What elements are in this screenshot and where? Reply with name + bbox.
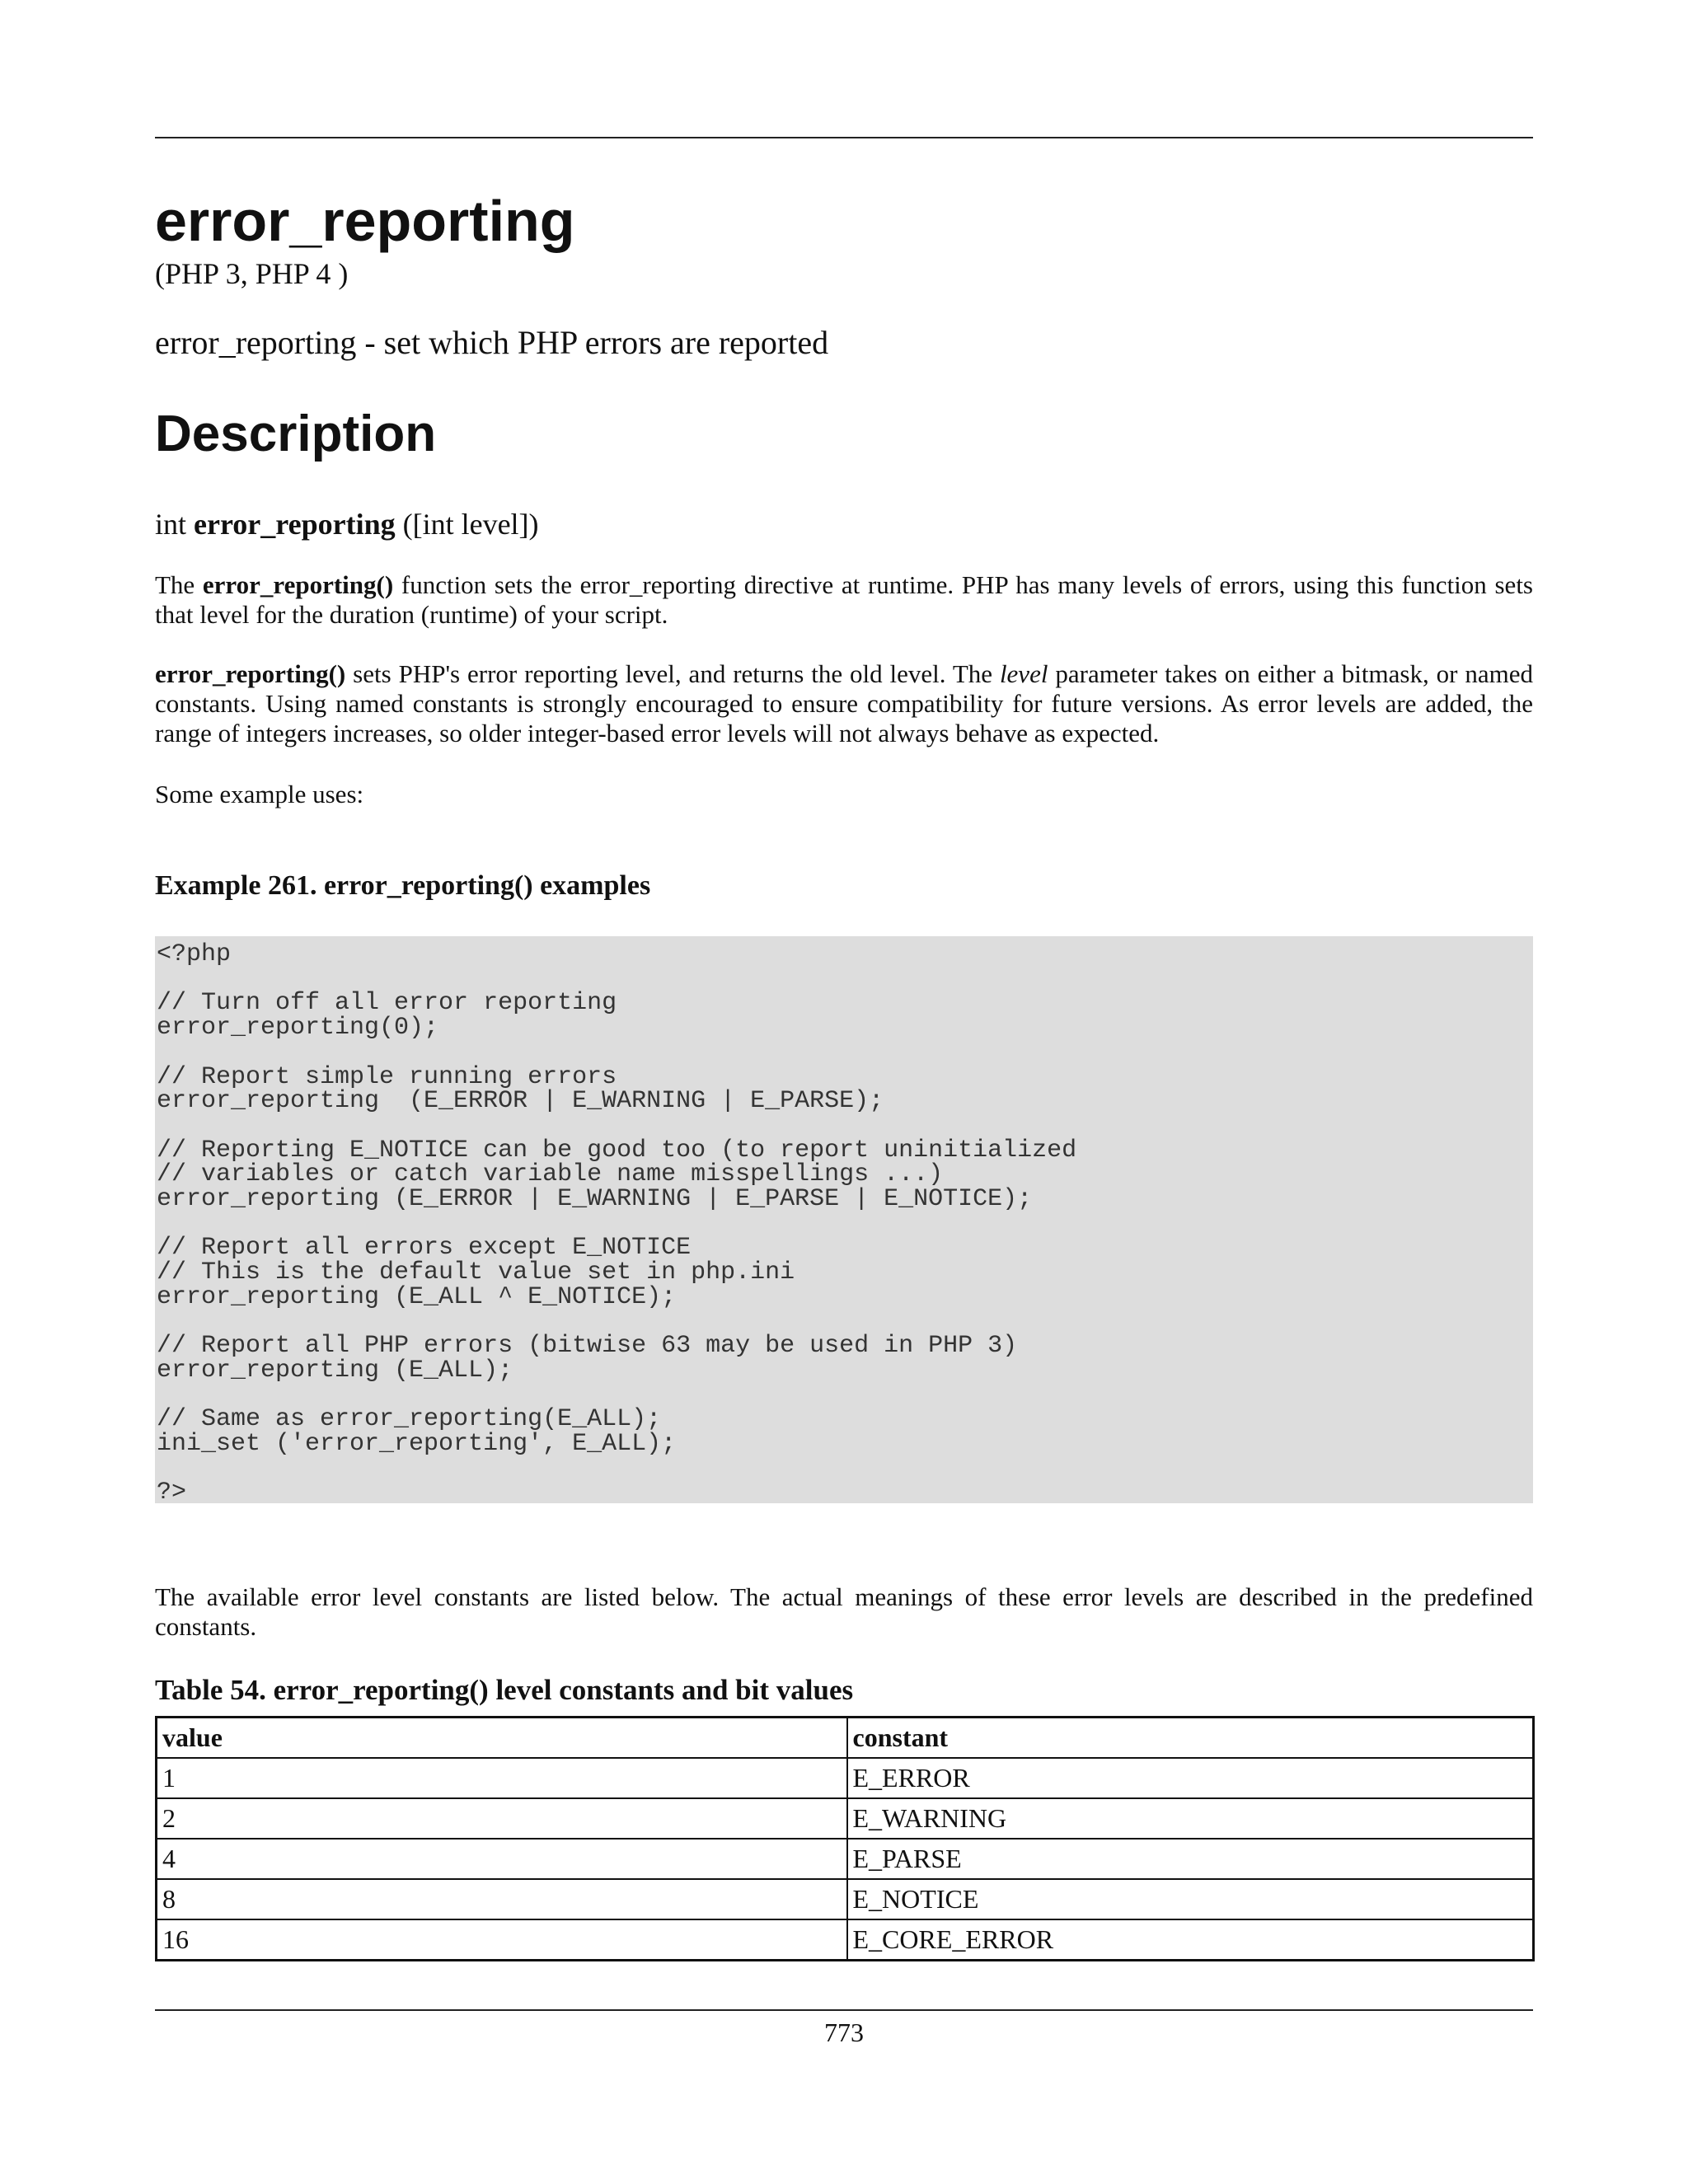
footer-rule	[155, 2009, 1533, 2011]
constants-intro-paragraph: The available error level constants are listed below. The actual meanings of these error levels are described in the predefined constants.	[155, 1582, 1533, 1641]
cell-constant: E_WARNING	[847, 1798, 1534, 1839]
column-header-constant: constant	[847, 1718, 1534, 1759]
synopsis-return-type: int	[155, 508, 195, 541]
paragraph-text: function sets the error_reporting directive at runtime. PHP has many levels of errors, using this function sets that level for the duration (runtime) of your script.	[155, 570, 1533, 629]
code-example	[155, 936, 1533, 1507]
function-reference: error_reporting()	[202, 570, 394, 599]
synopsis-params: ([int level])	[395, 508, 539, 541]
cell-value: 8	[157, 1879, 847, 1919]
description-paragraph	[155, 570, 1533, 630]
parameter-reference: level	[999, 659, 1048, 688]
cell-constant: E_PARSE	[847, 1839, 1534, 1879]
cell-value: 1	[157, 1758, 847, 1798]
paragraph-text: parameter takes on either a bitmask, or named constants. Using named constants is strongly encouraged to ensure compatibility for future versions. As error levels are added, the range of integers increases, so older integer-based error levels will not always behave as expected.	[155, 659, 1533, 748]
table-row	[157, 1798, 1534, 1839]
function-title: error_reporting	[155, 189, 575, 253]
synopsis-function-name: error_reporting	[194, 508, 396, 541]
cell-value: 4	[157, 1839, 847, 1879]
cell-constant: E_NOTICE	[847, 1879, 1534, 1919]
column-header-value: value	[157, 1718, 847, 1759]
version-info: (PHP 3, PHP 4 )	[155, 257, 349, 290]
cell-constant: E_CORE_ERROR	[847, 1919, 1534, 1961]
constants-table	[155, 1716, 1535, 1961]
section-heading-description: Description	[155, 405, 437, 462]
cell-value: 16	[157, 1919, 847, 1961]
description-paragraph	[155, 659, 1533, 748]
function-reference: error_reporting()	[155, 659, 346, 688]
cell-constant: E_ERROR	[847, 1758, 1534, 1798]
function-purpose: error_reporting - set which PHP errors are reported	[155, 324, 829, 361]
table-header-row	[157, 1718, 1534, 1759]
table-row	[157, 1758, 1534, 1798]
paragraph-text: The	[155, 570, 203, 599]
function-synopsis	[155, 506, 539, 542]
page-number: 773	[824, 2018, 864, 2047]
table-title: Table 54. error_reporting() level constants and bit values	[155, 1674, 854, 1706]
code-text: <?php // Turn off all error reporting error_reporting(0); // Report simple running errors error_reporting (E_ERROR | E_WARNING | E_PARSE); // Reporting E_NOTICE can be good too (to report uninitialized // variables or catch variable name misspellings ...) error_reporting (E_ERROR | E_WARNING | E_PARSE | E_NOTICE); // Report all errors except E_NOTICE // This is the default value set in php.ini error_reporting (E_ALL ^ E_NOTICE); // Report all PHP errors (bitwise 63 may be used in PHP 3) error_reporting (E_ALL); // Same as error_reporting(E_ALL); ini_set ('error_reporting', E_ALL); ?>	[157, 940, 1077, 1507]
table-row	[157, 1879, 1534, 1919]
description-paragraph: Some example uses:	[155, 780, 364, 808]
example-title: Example 261. error_reporting() examples	[155, 870, 651, 901]
header-rule	[155, 137, 1533, 138]
paragraph-text: sets PHP's error reporting level, and returns the old level. The	[345, 659, 1000, 688]
table-row	[157, 1839, 1534, 1879]
cell-value: 2	[157, 1798, 847, 1839]
table-row	[157, 1919, 1534, 1961]
